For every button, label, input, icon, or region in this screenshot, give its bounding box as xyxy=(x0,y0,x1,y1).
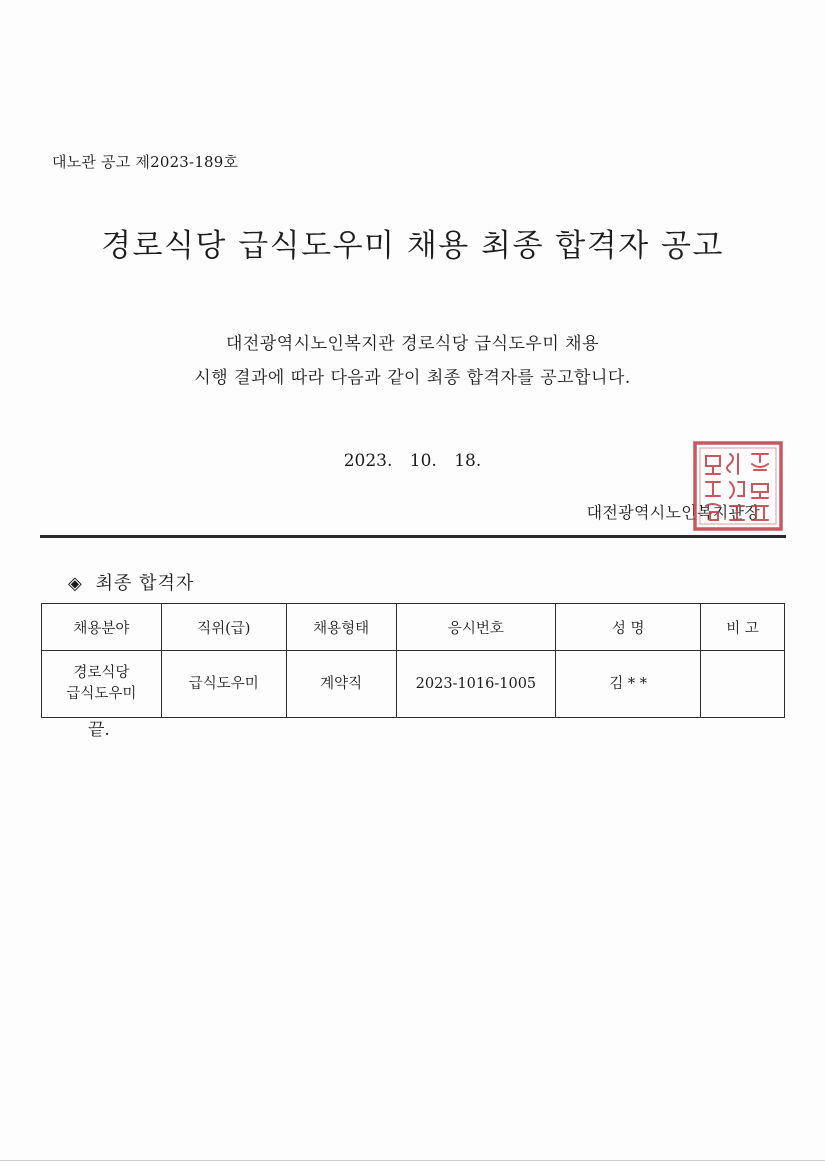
cell-field-line-2: 급식도우미 xyxy=(66,686,137,702)
section-title: 최종 합격자 xyxy=(95,573,195,594)
header-cell-applicant-no: 응시번호 xyxy=(396,604,556,651)
cell-position: 급식도우미 xyxy=(161,651,286,718)
official-seal xyxy=(692,440,784,532)
cell-type: 계약직 xyxy=(286,651,396,718)
issuer-name: 대전광역시노인복지관장 xyxy=(586,503,760,522)
header-cell-type: 채용형태 xyxy=(286,604,396,651)
body-line-1: 대전광역시노인복지관 경로식당 급식도우미 채용 xyxy=(225,334,600,354)
header-cell-field: 채용분야 xyxy=(42,604,162,651)
cell-name: 김 * * xyxy=(556,651,701,718)
diamond-bullet-icon: ◈ xyxy=(68,573,83,594)
notice-date: 2023. 10. 18. xyxy=(343,451,482,471)
cell-field-line-1: 경로식당 xyxy=(73,665,130,681)
section-heading xyxy=(68,569,194,595)
cell-applicant-no: 2023-1016-1005 xyxy=(396,651,556,718)
header-cell-name: 성 명 xyxy=(556,604,701,651)
body-line-2: 시행 결과에 따라 다음과 같이 최종 합격자를 공고합니다. xyxy=(194,368,631,388)
table-header-row xyxy=(42,604,785,651)
document-title: 경로식당 급식도우미 채용 최종 합격자 공고 xyxy=(101,228,724,264)
cell-field xyxy=(42,651,162,718)
notice-body xyxy=(0,327,825,395)
table-row xyxy=(42,651,785,718)
end-mark: 끝. xyxy=(88,720,110,740)
scan-bottom-edge xyxy=(0,1160,825,1161)
header-cell-position: 직위(급) xyxy=(161,604,286,651)
cell-note xyxy=(701,651,785,718)
header-divider xyxy=(40,535,786,538)
results-table xyxy=(41,603,785,718)
notice-number: 대노관 공고 제2023-189호 xyxy=(52,153,239,171)
header-cell-note: 비 고 xyxy=(701,604,785,651)
